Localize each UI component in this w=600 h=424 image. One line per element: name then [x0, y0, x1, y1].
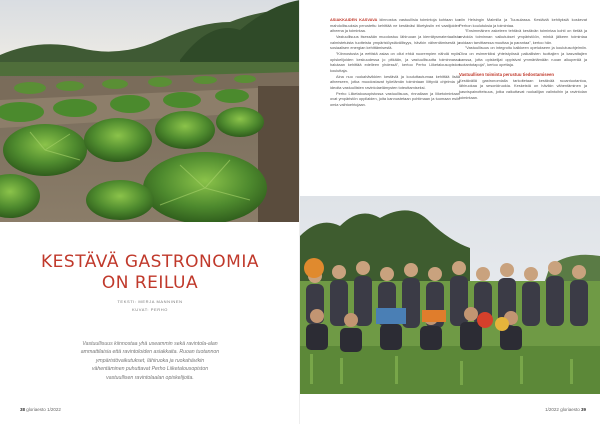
folio-right [545, 407, 586, 412]
brand-left: gloriaesto [26, 407, 46, 412]
article-title [0, 252, 300, 294]
byline-text: TEKSTI: MERJA MANNINEN [117, 299, 183, 304]
title-line-1: KESTÄVÄ GASTRONOMIA [41, 252, 259, 272]
brand-right: gloriaesto [560, 407, 580, 412]
paragraph: niin Helsingin Malmilla ja Tuusulassa. Kestäviä kehityksiä koskevat Perhon koulutuksia ja toimintaa. [459, 17, 587, 28]
paragraph [330, 17, 460, 34]
section-subhead: Vastuullisen toiminta perustuu tiedostamiseen [459, 71, 555, 77]
paragraph: Kestävällä gastronomialla tarkoitetaan kestävää ruoantuotantoa, lähiruokaa ja sesonkiruokia. Keskeistä on hävikin vähentäminen ja kasvispainotteisuus, jotka vaikuttavat ruokailijan valintoihin ja ravintolan toimintaan. [459, 77, 587, 100]
article-lede: Vastuullisuus kiinnostaa yhä useammin sekä ravintola-alan ammattilaisia että ravintoloiden asiakkaita. Ruoan tuotannon ympäristövaikutukset, lähiruoka ja ruokahävikin vähentäminen puhuttavat Perho Liiketalousopiston vastuullisen ravintolaalan opiskelijoita. [80, 341, 220, 381]
paragraph: ”Ensimmäinen askeleen tehtävä kestävän toimintaa kohti on tietää ja arvioida toiminnan vaikutukset ympäristöön, minkä jälkeen toimintaa voidaan tarvittaessa muuttaa ja parantaa”, kertoo hän. [459, 28, 587, 45]
paragraph: Aina nuo ruokahävikkien kestäviä ja kouluttautumaa kehittää lisää aiheeseen, jotka muodostavat työelämän toimintaan liittyviä ohjelmia ja ideoita vastuullisten ravintolaelämysten toteuttamiseksi. [330, 73, 460, 90]
byline-photo: KUVAT: PERHO [132, 307, 168, 312]
page-number-left: 38 [20, 407, 26, 412]
body-column-2 [459, 17, 587, 100]
byline [0, 298, 300, 314]
issue-right: 1/2022 [545, 407, 559, 412]
paragraph: ”Kiinnostusta ja eettistä asiaa on ollut ehkä nuorempien nähdä myös opiskelijoiden keskuudessa jo pitkään, ja vastuullisuutta toiminnassa halutaan kehittää edelleen yhdessä”, kertoo Perho Liiketalousopiston kouluttaja. [330, 50, 460, 73]
paragraph: Vastuullisuus itsessään muodostuu lähiruoan ja kierrätysmateriaalista valmistetuista tuotteista ympäristöystävällisyys, hävikin vähentämisestä ja sosiaalisen energian kehittämisestä. [330, 33, 460, 51]
paragraph-text: kiinnostus vastuullisia toimintoja kohtaan luo mahdollisuuksia perustettu kehittää ne kestäväsi liiketyksiin eri vaatijoiden aiheena ja toimintaa. [330, 17, 460, 34]
title-line-2: ON REILUA [101, 273, 199, 293]
folio-left [20, 407, 61, 412]
lettuce-field-illustration [0, 0, 300, 222]
paragraph: ”Vastuullisuus on integroitu kaikkeen opetukseen ja koulutusohjelmiin. Oiva on esimerkiksi yhteistyössä paikallisten tuottajien ja kasvattajien kanssa, jotta opiskelijat oppisivat ymmärtämään ruoan alkuperää ja tuotantotapoja”, kertoo opettaja. [459, 45, 587, 68]
paragraph: Perho Liiketalousopistossa vastuullisuus, rinnallaan ja liiketoimintaan ovat ympäristön oppilaiden, joita kannustetaan pohtimaan ja tuomaan esiin omia vaihtoehtojaan. [330, 90, 460, 107]
student-group-photo [300, 196, 600, 394]
issue-left: 1/2022 [47, 407, 61, 412]
body-column-1 [330, 17, 460, 108]
lettuce-field-photo [0, 0, 300, 222]
kicker: ASIAKKAIDEN KASVAVA [330, 17, 378, 22]
group-illustration [300, 196, 600, 394]
page-number-right: 39 [580, 407, 586, 412]
